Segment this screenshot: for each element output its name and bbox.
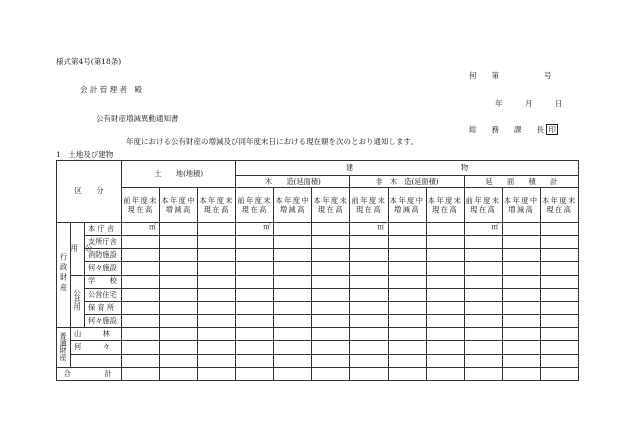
table-row [57,341,579,354]
wood-end-header: 本年度末現在高 [312,188,350,222]
table-cell [160,341,198,354]
total-area-header [464,176,578,188]
table-cell [502,222,540,235]
table-cell [122,354,160,367]
unit-cell: ㎡ [350,222,388,235]
table-cell [160,249,198,262]
table-row [57,236,579,249]
recipient-line: 会 計 管 理 者 殿 [80,85,143,94]
table-cell [236,367,274,380]
table-cell [198,301,236,314]
kokyo-label [71,275,85,328]
table-cell [312,222,350,235]
land-prev-header: 前年度末現在高 [122,188,160,222]
header-row-3 [57,188,579,222]
table-cell [122,328,160,341]
table-cell [198,222,236,235]
table-cell [350,354,388,367]
row-label: 何 々 [71,341,122,354]
nonwood-end-header: 本年度末現在高 [426,188,464,222]
table-cell [540,354,578,367]
building-header [236,161,579,176]
land-end-header: 本年度末現在高 [198,188,236,222]
header-row-1 [57,161,579,176]
kubun-label: 区 分 [74,186,104,196]
futsu-label [57,328,71,368]
table-cell [464,275,502,288]
table-cell [540,328,578,341]
total-prev-header: 前年度末現在高 [464,188,502,222]
table-cell [122,301,160,314]
total-change-header: 本年度中増減高 [502,188,540,222]
row-label: 本 庁 舎 [85,222,122,235]
table-cell [502,301,540,314]
table-cell [426,249,464,262]
sender-title [469,126,558,134]
table-cell [540,236,578,249]
table-cell [198,367,236,380]
table-cell [312,236,350,249]
table-row [57,262,579,275]
table-cell [122,288,160,301]
date-line: 年 月 日 [495,99,563,108]
table-cell [274,275,312,288]
table-cell [502,354,540,367]
table-cell [388,262,426,275]
table-cell [464,315,502,328]
total-end-header: 本年度末現在高 [540,188,578,222]
table-row [57,222,579,235]
table-cell [388,275,426,288]
yo-char: 用 [70,243,80,252]
table-cell [426,328,464,341]
seal-mark: 印 [548,125,556,134]
table-cell [464,301,502,314]
table-cell [122,249,160,262]
ko-char: 公 [84,243,94,252]
table-cell [350,328,388,341]
row-label: 学 校 [85,275,122,288]
table-cell [122,275,160,288]
kokyo-text: 公共用 [73,289,83,312]
gyosei-label [57,222,71,327]
table-cell [502,367,540,380]
table-cell [540,288,578,301]
table-cell [540,222,578,235]
table-cell [198,328,236,341]
table-cell [350,301,388,314]
table-cell [160,367,198,380]
land-header [122,161,236,188]
table-cell [236,262,274,275]
table-cell [198,236,236,249]
table-cell [388,328,426,341]
table-cell [388,315,426,328]
wood-label: 木 造(延面積) [264,176,321,186]
table-cell [426,262,464,275]
table-cell [160,301,198,314]
table-cell [426,288,464,301]
table-cell [312,354,350,367]
table-cell [198,354,236,367]
table-cell [388,288,426,301]
nonwood-prev-header: 前年度末現在高 [350,188,388,222]
nonwood-change-header: 本年度中増減高 [388,188,426,222]
table-cell [312,328,350,341]
form-number: 様式第4号(第18条) [56,57,122,66]
table-cell [350,315,388,328]
table-cell [464,236,502,249]
wood-header [236,176,350,188]
table-cell [198,341,236,354]
table-cell [236,288,274,301]
nonwood-header [350,176,464,188]
table-cell [502,275,540,288]
table-cell [426,341,464,354]
total-row [57,367,579,380]
table-cell [540,262,578,275]
table-cell [464,367,502,380]
table-cell [350,249,388,262]
table-cell [160,328,198,341]
table-cell [426,301,464,314]
table-cell [426,222,464,235]
table-cell [236,328,274,341]
table-cell [236,341,274,354]
section-title: 1 土地及び建物 [56,150,114,159]
table-cell [274,262,312,275]
table-cell [426,236,464,249]
table-cell [502,341,540,354]
table-cell [350,341,388,354]
table-cell [236,354,274,367]
table-cell [312,262,350,275]
table-cell [198,275,236,288]
table-cell [198,262,236,275]
table-cell [274,301,312,314]
table-cell [122,236,160,249]
table-cell [236,236,274,249]
table-row [57,354,579,367]
table-cell [160,275,198,288]
table-cell [312,341,350,354]
table-cell [312,288,350,301]
total-area-label: 延 面 積 計 [485,176,558,186]
table-cell [274,354,312,367]
property-table [56,160,579,381]
table-cell [426,367,464,380]
row-label: 消防施設 [85,249,122,262]
row-label: 何々施設 [85,315,122,328]
table-cell [122,367,160,380]
table-cell [388,236,426,249]
row-label: 保 育 所 [85,301,122,314]
land-change-header: 本年度中増減高 [160,188,198,222]
table-cell [464,288,502,301]
table-cell [274,315,312,328]
table-row [57,301,579,314]
table-cell [236,301,274,314]
unit-cell: ㎡ [464,222,502,235]
table-cell [274,236,312,249]
table-row [57,328,579,341]
table-cell [502,315,540,328]
koyo-label [70,222,94,275]
table-cell [464,249,502,262]
table-cell [426,275,464,288]
table-cell [426,315,464,328]
table-cell [350,262,388,275]
table-cell [160,288,198,301]
table-cell [236,315,274,328]
table-cell [122,315,160,328]
table-cell [160,236,198,249]
wood-prev-header: 前年度末現在高 [236,188,274,222]
land-label: 土 地(地積) [154,169,204,179]
table-cell [540,301,578,314]
unit-cell: ㎡ [236,222,274,235]
table-cell [274,367,312,380]
table-cell [122,262,160,275]
table-cell [388,341,426,354]
table-cell [540,315,578,328]
unit-cell: ㎡ [122,222,160,235]
table-cell [274,328,312,341]
futsu-text: 普通財産 [59,331,69,361]
total-label: 合 計 [57,367,122,380]
table-cell [312,275,350,288]
table-cell [160,354,198,367]
sender-name: 総 務 課 長 [469,125,544,134]
table-cell [350,275,388,288]
table-cell [502,249,540,262]
table-row [57,249,579,262]
nonwood-label: 非 木 造(延面積) [375,176,439,186]
table-cell [274,222,312,235]
table-cell [540,367,578,380]
row-label: 何々施設 [85,262,122,275]
table-cell [312,315,350,328]
table-cell [388,301,426,314]
table-cell [464,341,502,354]
table-cell [312,367,350,380]
table-cell [160,222,198,235]
table-cell [388,249,426,262]
table-cell [350,236,388,249]
table-cell [274,288,312,301]
intro-text: 年度における公有財産の増減及び同年度末日における現在額を次のとおり通知します。 [126,137,418,146]
wood-change-header: 本年度中増減高 [274,188,312,222]
kubun-header [57,161,122,223]
document-number-line: 何 第 号 [469,71,552,80]
table-cell [464,328,502,341]
gyosei-text: 行政財産 [59,253,69,295]
table-cell [464,262,502,275]
table-cell [122,341,160,354]
table-cell [236,249,274,262]
table-row [57,288,579,301]
row-label: 支所庁舎 [85,236,122,249]
table-cell [540,341,578,354]
table-cell [312,301,350,314]
table-row [57,275,579,288]
table-cell [198,249,236,262]
table-cell [464,354,502,367]
table-cell [502,236,540,249]
table-cell [388,222,426,235]
row-label-empty [71,354,122,367]
table-cell [426,354,464,367]
table-cell [160,262,198,275]
table-cell [388,367,426,380]
table-cell [160,315,198,328]
table-cell [274,249,312,262]
table-cell [540,275,578,288]
table-cell [198,315,236,328]
table-cell [388,354,426,367]
table-cell [236,275,274,288]
table-cell [502,262,540,275]
table-cell [350,288,388,301]
table-row [57,315,579,328]
table-cell [312,249,350,262]
table-cell [198,288,236,301]
building-label: 建 物 [346,162,469,172]
row-label: 山 林 [71,328,122,341]
document-title: 公有財産増減異動通知書 [96,114,179,123]
table-cell [350,367,388,380]
table-cell [502,288,540,301]
table-cell [502,328,540,341]
table-cell [540,249,578,262]
row-label: 公営住宅 [85,288,122,301]
table-cell [274,341,312,354]
